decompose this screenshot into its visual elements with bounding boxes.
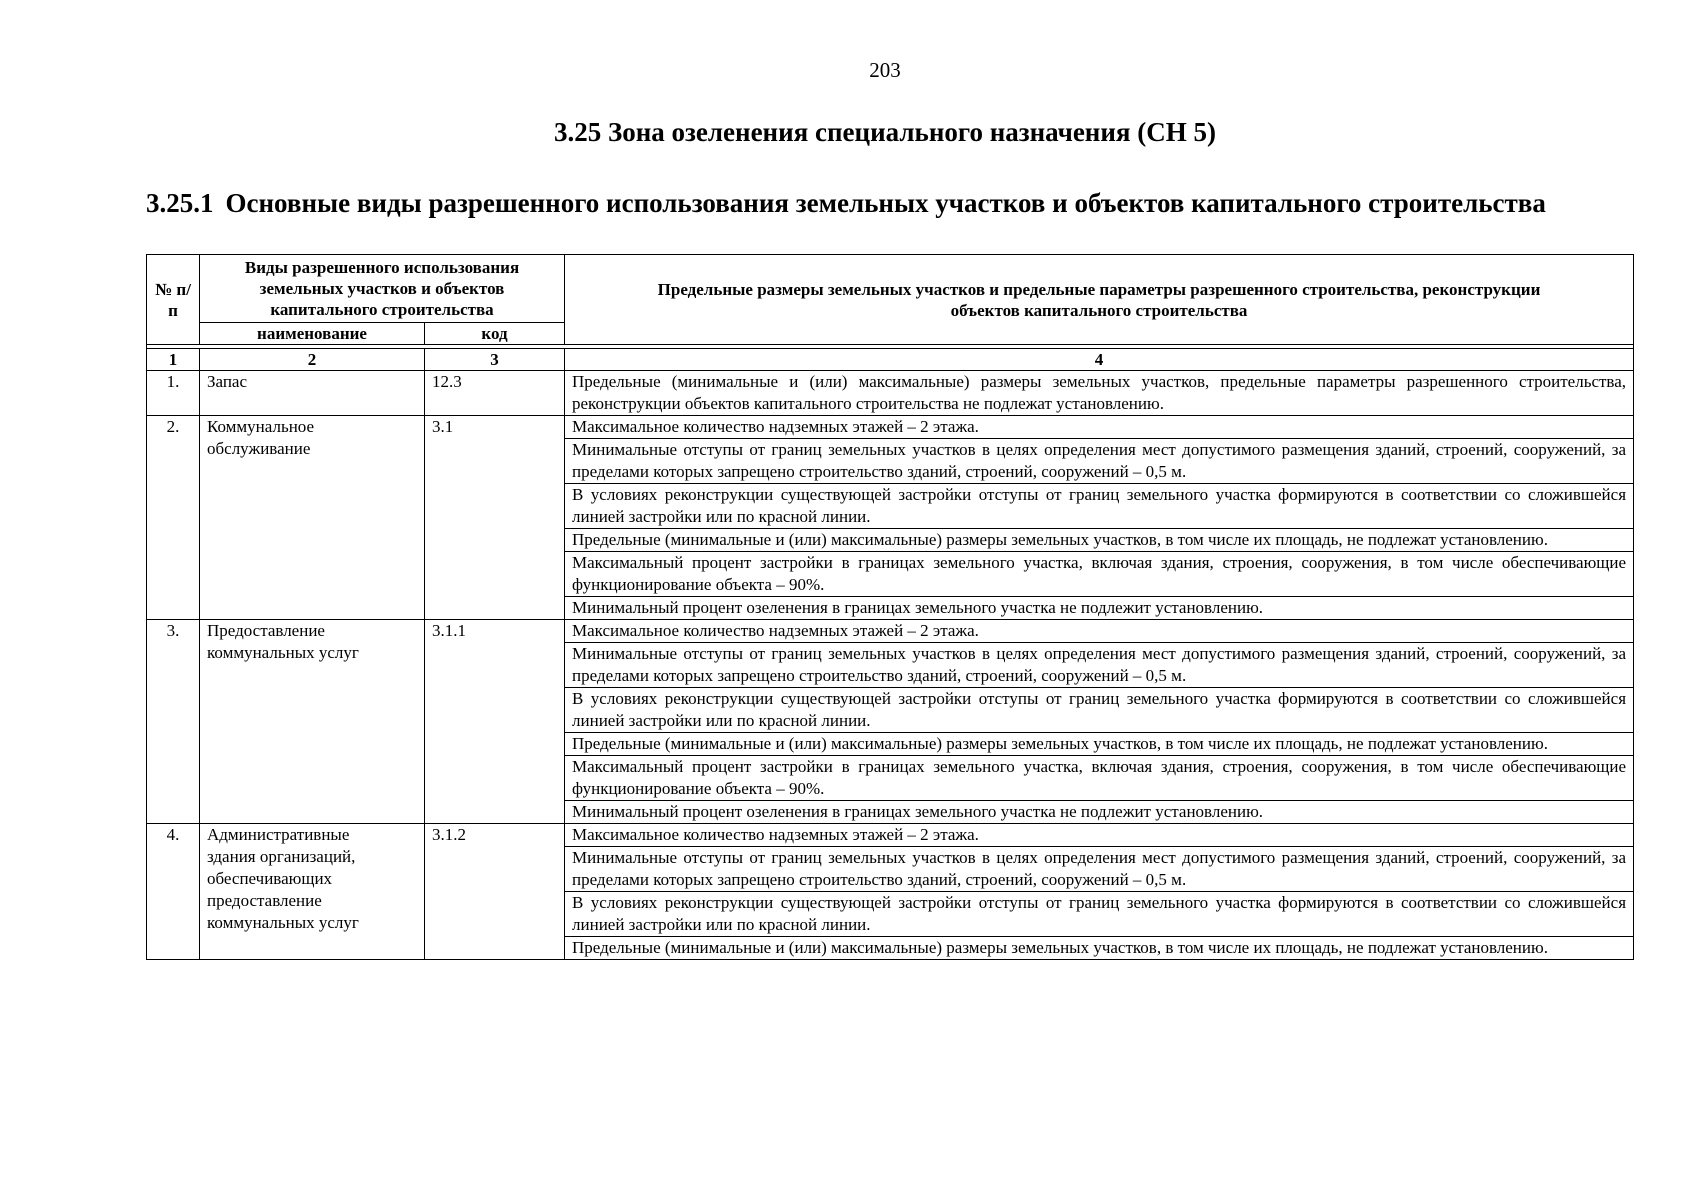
column-number: 4 — [565, 349, 1634, 371]
page-number: 203 — [869, 58, 901, 82]
table-row — [147, 416, 1634, 439]
header-no: № п/п — [147, 255, 200, 345]
row-parameter: Максимальное количество надземных этажей – 2 этажа. — [565, 620, 1634, 643]
row-number: 2. — [147, 416, 200, 620]
table-row — [147, 620, 1634, 643]
column-number: 3 — [425, 349, 565, 371]
row-parameter: Максимальное количество надземных этажей – 2 этажа. — [565, 824, 1634, 847]
row-number: 3. — [147, 620, 200, 824]
section-number: 3.25.1 — [146, 188, 214, 218]
header-row — [147, 255, 1634, 323]
section-heading: Основные виды разрешенного использования земельных участков и объектов капитального строительства — [225, 188, 1546, 218]
header-name: наименование — [200, 323, 425, 345]
row-parameter: Предельные (минимальные и (или) максимальные) размеры земельных участков, предельные параметры разрешенного строительства, реконструкции объектов капитального строительства не подлежат установлению. — [565, 371, 1634, 416]
regulations-table — [146, 254, 1634, 960]
row-parameter: Предельные (минимальные и (или) максимальные) размеры земельных участков, в том числе их площадь, не подлежат установлению. — [565, 937, 1634, 960]
row-use-name: Коммунальное обслуживание — [200, 416, 425, 620]
row-parameter: Минимальные отступы от границ земельных участков в целях определения мест допустимого размещения зданий, строений, сооружений, за пределами которых запрещено строительство зданий, строений, сооружений – 0,5 м. — [565, 643, 1634, 688]
section-title — [146, 188, 1546, 219]
table-row — [147, 824, 1634, 847]
row-number: 1. — [147, 371, 200, 416]
row-parameter: Минимальный процент озеленения в границах земельного участка не подлежит установлению. — [565, 597, 1634, 620]
row-use-code: 3.1 — [425, 416, 565, 620]
row-parameter: Предельные (минимальные и (или) максимальные) размеры земельных участков, в том числе их площадь, не подлежат установлению. — [565, 733, 1634, 756]
row-parameter: Минимальные отступы от границ земельных участков в целях определения мест допустимого размещения зданий, строений, сооружений, за пределами которых запрещено строительство зданий, строений, сооружений – 0,5 м. — [565, 847, 1634, 892]
row-parameter: Максимальный процент застройки в границах земельного участка, включая здания, строения, сооружения, в том числе обеспечивающие функционирование объекта – 90%. — [565, 756, 1634, 801]
row-parameter: В условиях реконструкции существующей застройки отступы от границ земельного участка формируются в соответствии со сложившейся линией застройки или по красной линии. — [565, 892, 1634, 937]
row-use-code: 3.1.2 — [425, 824, 565, 960]
column-numbers-row — [147, 349, 1634, 371]
row-parameter: Максимальный процент застройки в границах земельного участка, включая здания, строения, сооружения, в том числе обеспечивающие функционирование объекта – 90%. — [565, 552, 1634, 597]
column-number: 2 — [200, 349, 425, 371]
row-number: 4. — [147, 824, 200, 960]
column-number: 1 — [147, 349, 200, 371]
row-parameter: Предельные (минимальные и (или) максимальные) размеры земельных участков, в том числе их площадь, не подлежат установлению. — [565, 529, 1634, 552]
header-types: Виды разрешенного использования земельных участков и объектов капитального строительства — [200, 255, 565, 323]
header-limits: Предельные размеры земельных участков и предельные параметры разрешенного строительства, реконструкции объектов капитального строительства — [565, 255, 1634, 345]
row-use-name: Предоставление коммунальных услуг — [200, 620, 425, 824]
zone-title: 3.25 Зона озеленения специального назначения (СН 5) — [553, 117, 1217, 147]
table-row — [147, 371, 1634, 416]
row-parameter: В условиях реконструкции существующей застройки отступы от границ земельного участка формируются в соответствии со сложившейся линией застройки или по красной линии. — [565, 484, 1634, 529]
row-parameter: В условиях реконструкции существующей застройки отступы от границ земельного участка формируются в соответствии со сложившейся линией застройки или по красной линии. — [565, 688, 1634, 733]
row-use-code: 3.1.1 — [425, 620, 565, 824]
row-use-name: Запас — [200, 371, 425, 416]
table-body — [147, 371, 1634, 960]
header-code: код — [425, 323, 565, 345]
row-parameter: Минимальные отступы от границ земельных участков в целях определения мест допустимого размещения зданий, строений, сооружений, за пределами которых запрещено строительство зданий, строений, сооружений – 0,5 м. — [565, 439, 1634, 484]
row-use-name: Административные здания организаций, обеспечивающих предоставление коммунальных услуг — [200, 824, 425, 960]
row-use-code: 12.3 — [425, 371, 565, 416]
row-parameter: Минимальный процент озеленения в границах земельного участка не подлежит установлению. — [565, 801, 1634, 824]
row-parameter: Максимальное количество надземных этажей – 2 этажа. — [565, 416, 1634, 439]
